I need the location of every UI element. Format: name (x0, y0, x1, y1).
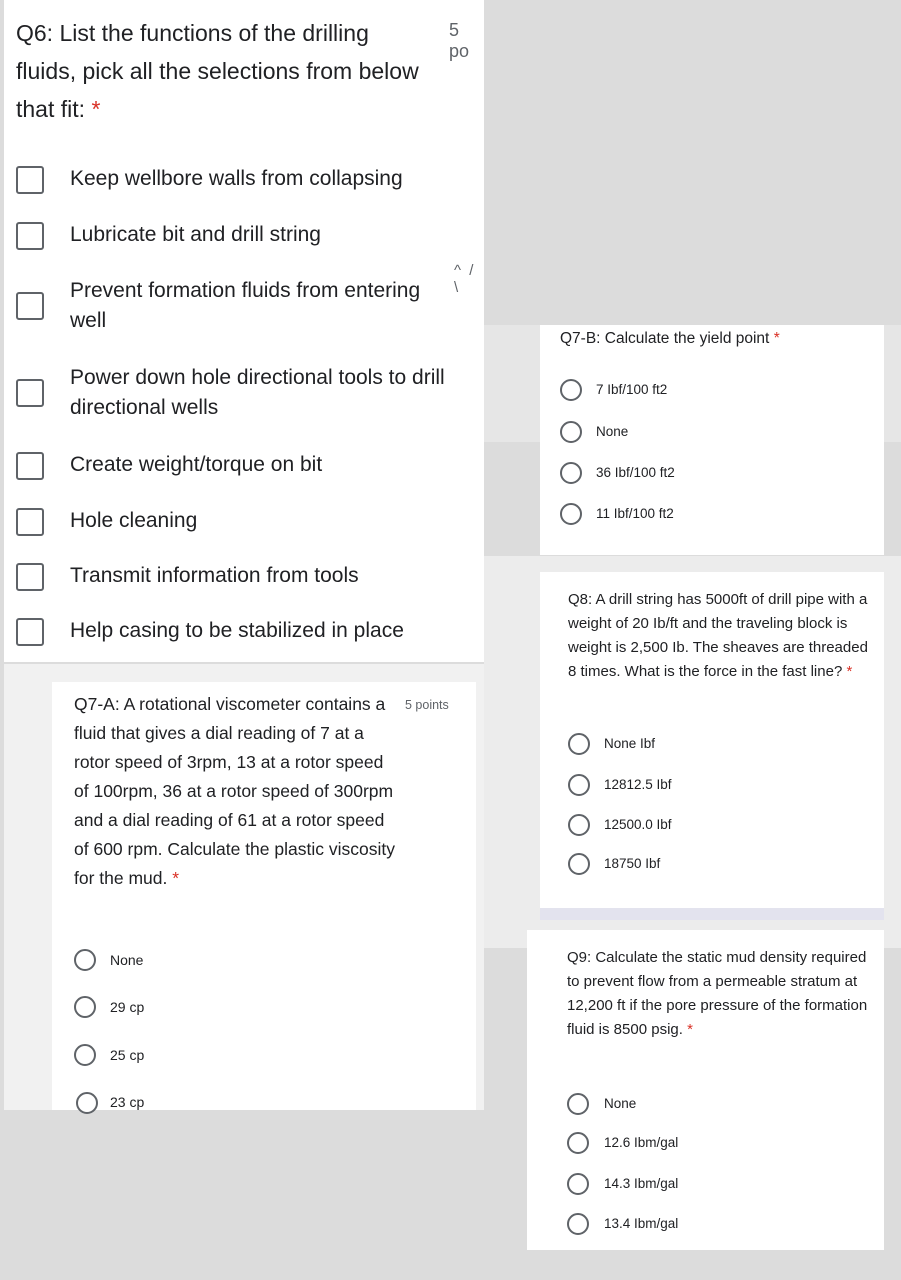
checkbox[interactable] (16, 292, 44, 320)
q7a-title (74, 690, 399, 893)
drag-handle-icon[interactable]: ^ / \ (454, 262, 476, 296)
q8-option-label: 12812.5 Ibf (604, 777, 672, 792)
checkbox[interactable] (16, 508, 44, 536)
card-divider (540, 908, 884, 920)
required-asterisk: * (91, 96, 101, 122)
radio-button[interactable] (560, 462, 582, 484)
checkbox[interactable] (16, 166, 44, 194)
radio-button[interactable] (560, 421, 582, 443)
checkbox[interactable] (16, 563, 44, 591)
radio-button[interactable] (74, 1044, 96, 1066)
radio-button[interactable] (568, 733, 590, 755)
required-asterisk: * (687, 1021, 693, 1038)
q6-option-label: Help casing to be stabilized in place (70, 619, 404, 642)
checkbox[interactable] (16, 379, 44, 407)
q8-option-label: None Ibf (604, 736, 656, 751)
q7a-points: 5 points (405, 698, 449, 712)
radio-button[interactable] (567, 1093, 589, 1115)
q6-card (4, 0, 484, 662)
q9-card (527, 930, 884, 1250)
q6-option-label: Prevent formation fluids from entering well (70, 279, 421, 332)
q6-option-label: Keep wellbore walls from collapsing (70, 167, 403, 190)
radio-button[interactable] (74, 949, 96, 971)
q9-option-label: 13.4 Ibm/gal (604, 1216, 679, 1231)
q6-title (16, 14, 431, 128)
q7a-card (52, 682, 476, 1110)
radio-button[interactable] (567, 1213, 589, 1235)
q6-points: 5 po (449, 20, 470, 61)
q9-title-text: Q9: Calculate the static mud density required to prevent flow from a permeable stratum at 12,200 ft if the pore pressure of the formation fluid is 8500 psig. (567, 949, 868, 1038)
checkbox[interactable] (16, 618, 44, 646)
q7b-option-label: 11 Ibf/100 ft2 (596, 506, 674, 521)
q7b-option-label: None (596, 424, 629, 439)
radio-button[interactable] (568, 774, 590, 796)
q9-title (567, 946, 879, 1042)
q9-option-label: 14.3 Ibm/gal (604, 1176, 679, 1191)
radio-button[interactable] (568, 853, 590, 875)
q8-option-label: 18750 Ibf (604, 856, 661, 871)
radio-button[interactable] (567, 1173, 589, 1195)
required-asterisk: * (773, 330, 780, 347)
radio-button[interactable] (567, 1132, 589, 1154)
required-asterisk: * (172, 868, 180, 888)
radio-button[interactable] (76, 1092, 98, 1114)
q7b-title (560, 328, 780, 350)
q6-title-text: Q6: List the functions of the drilling fluids, pick all the selections from below that fit: (16, 20, 419, 122)
q8-card (540, 572, 884, 908)
q9-option-label: None (604, 1096, 637, 1111)
radio-button[interactable] (560, 503, 582, 525)
radio-button[interactable] (560, 379, 582, 401)
required-asterisk: * (846, 663, 853, 680)
q6-option-label: Lubricate bit and drill string (70, 223, 321, 246)
q7b-option-label: 36 Ibf/100 ft2 (596, 465, 675, 480)
q7a-option-label: None (110, 952, 144, 968)
checkbox[interactable] (16, 452, 44, 480)
q9-option-label: 12.6 Ibm/gal (604, 1135, 679, 1150)
q7b-card (540, 325, 884, 555)
q7a-option-label: 23 cp (110, 1094, 145, 1110)
q8-option-label: 12500.0 Ibf (604, 817, 672, 832)
q6-option-label: Create weight/torque on bit (70, 453, 323, 476)
q7b-option-label: 7 Ibf/100 ft2 (596, 382, 668, 397)
q6-option-label: Power down hole directional tools to drill directional wells (70, 366, 445, 419)
checkbox[interactable] (16, 222, 44, 250)
q6-option-label: Hole cleaning (70, 509, 198, 532)
q7a-title-text: Q7-A: A rotational viscometer contains a fluid that gives a dial reading of 7 at a rotor speed of 3rpm, 13 at a rotor speed of 100rpm, 36 at a rotor speed of 300rpm and a dial reading of 61 at a rotor speed of 600 rpm. Calculate the plastic viscosity for the mud. (74, 694, 395, 888)
q8-title-text: Q8: A drill string has 5000ft of drill pipe with a weight of 20 Ib/ft and the traveling block is weight is 2,500 Ib. The sheaves are threaded 8 times. What is the force in the fast line? (568, 591, 868, 680)
radio-button[interactable] (74, 996, 96, 1018)
q8-title (568, 588, 880, 684)
q7b-title-text: Q7-B: Calculate the yield point (560, 330, 770, 347)
radio-button[interactable] (568, 814, 590, 836)
q6-option-label: Transmit information from tools (70, 564, 359, 587)
q7a-option-label: 25 cp (110, 1047, 145, 1063)
q7a-option-label: 29 cp (110, 999, 145, 1015)
